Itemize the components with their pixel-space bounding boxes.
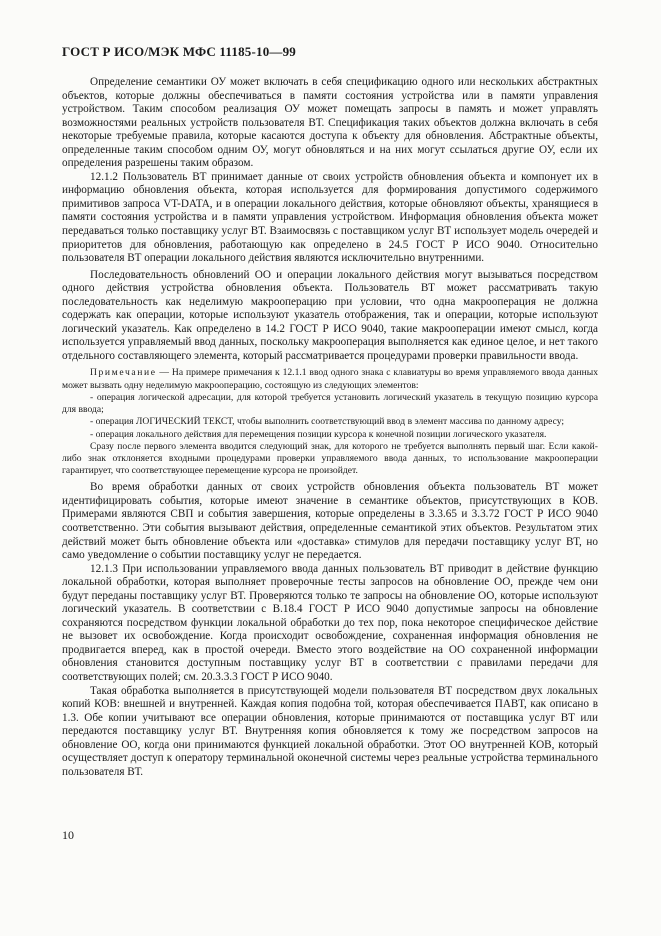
body-paragraph: Во время обработки данных от своих устройств обновления объекта пользователь ВТ может идентифицировать события, которые имеют значение в семантике объектов, присутствующих в КОВ. Примерами являются СВП и события завершения, которые определены в 3.3.65 и 3.3.72 ГОСТ Р ИСО 9040 соответственно. Эти события вызывают действия, определенные семантикой этих объектов. Результатом этих действий может быть обновление объекта или «доставка» стимулов для передачи поставщику услуг ВТ, но само уведомление о событии поставщику услуг не передается. [62, 481, 598, 562]
note-closing: Сразу после первого элемента вводится следующий знак, для которого не требуется выполнять первый шаг. Если какой-либо знак отклоняется входными процедурами проверки управляемого ввода данных, то использование макрооперации гарантирует, что соответствующее перемещение курсора не произойдет. [62, 440, 598, 477]
body-paragraph: Последовательность обновлений ОО и операции локального действия могут вызываться посредством одного действия устройства обновления объекта. Пользователь ВТ может рассматривать такую последовательность как неделимую макрооперацию при условии, что одна макрооперация не должна содержать как операции, которые используют указатель отображения, так и операции, которые используют логический указатель. Как определено в 14.2 ГОСТ Р ИСО 9040, такие макрооперации имеют смысл, когда используется управляемый ввод данных, поскольку макрооперация выполняется как единое целое, и нет такого отдельного составляющего элемента, который рассматривается процедурами проверки правильности ввода. [62, 268, 598, 362]
note-intro [62, 367, 598, 391]
body-paragraph: Такая обработка выполняется в присутствующей модели пользователя ВТ посредством двух локальных копий КОВ: внешней и внутренней. Каждая копия подобна той, которая обеспечивается ПАВТ, как описано в 1.3. Обе копии учитывают все операции обновления, которые принимаются от поставщика услуг ВТ или передаются поставщику услуг ВТ. Внутренняя копия обновляется к тому же посредством запросов на обновление ОО, когда они принимаются функцией локальной обработки. Этот ОО внутренней КОВ, который осуществляет доступ к оператору терминальной оконечной системы через реальные устройства терминального пользователя ВТ. [62, 684, 598, 778]
note-item: - операция локального действия для перемещения позиции курсора к конечной позиции логического указателя. [90, 428, 547, 440]
note-label: Примечание [90, 367, 157, 379]
note-block [62, 367, 598, 477]
note-intro-text: — На примере примечания к 12.1.1 ввод одного знака с клавиатуры во время управляемого ввода данных может вызвать одну неделимую макрооперацию, состоящую из следующих элементов: [62, 367, 598, 391]
note-item: - операция ЛОГИЧЕСКИЙ ТЕКСТ, чтобы выполнить соответствующий ввод в элемент массива по данному адресу; [90, 416, 565, 428]
document-header: ГОСТ Р ИСО/МЭК МФС 11185-10—99 [62, 44, 297, 59]
body-paragraph: 12.1.3 При использовании управляемого ввода данных пользователь ВТ приводит в действие функцию локальной обработки, которая выполняет проверочные тесты запросов на обновление ОО, прежде чем они будут переданы поставщику услуг ВТ. Проверяются только те запросы на обновление ОО, которые используют логический указатель. В соответствии с В.18.4 ГОСТ Р ИСО 9040 допустимые запросы на обновление сохраняются посредством функции локальной обработки до тех пор, пока некоторое специфическое действие не вызовет их освобождение. Когда происходит освобождение, сохраненная информация обновления не продвигается вперед, как в простой очереди. Вместо этого воздействие на ОО сохраненной информации обновления становится доступным поставщику услуг ВТ в соответствии с правилами передачи для соответствующих полей; см. 20.3.3.3 ГОСТ Р ИСО 9040. [62, 562, 598, 683]
body-paragraph: 12.1.2 Пользователь ВТ принимает данные от своих устройств обновления объекта и компонует их в информацию обновления объекта, которая используется для формирования допустимого содержимого примитивов запроса VT-DATA, и в операции локального действия, которые обновляют объекты, хранящиеся в памяти состояния устройства и в памяти управления устройством. Информация обновления объекта может передаваться только поставщику услуг ВТ. Взаимосвязь с поставщиком услуг ВТ использует модель очередей и приоритетов для обновления, работающую как определено в 24.5 ГОСТ Р ИСО 9040. Относительно пользователя ВТ операции локального действия являются исключительно внутренними. [62, 170, 598, 265]
body-paragraph: Определение семантики ОУ может включать в себя спецификацию одного или нескольких абстрактных объектов, которые должны обеспечиваться в памяти состояния устройства или в памяти управления устройством. Таким способом реализация ОУ может помещать запросы в память и может управлять возможностями реальных устройств пользователя ВТ. Спецификация таких объектов должна включать в себя некоторые требуемые правила, которые касаются доступа к объекту для обновления. Абстрактные объекты, определенные таким способом одним ОУ, могут обновляться и на них могут ссылаться другие ОУ, если их определения разрешены таким образом. [62, 76, 598, 170]
document-body [62, 76, 598, 779]
page-number: 10 [62, 828, 74, 842]
note-item: - операция логической адресации, для которой требуется установить логический указатель в текущую позицию курсора для ввода; [62, 391, 598, 416]
